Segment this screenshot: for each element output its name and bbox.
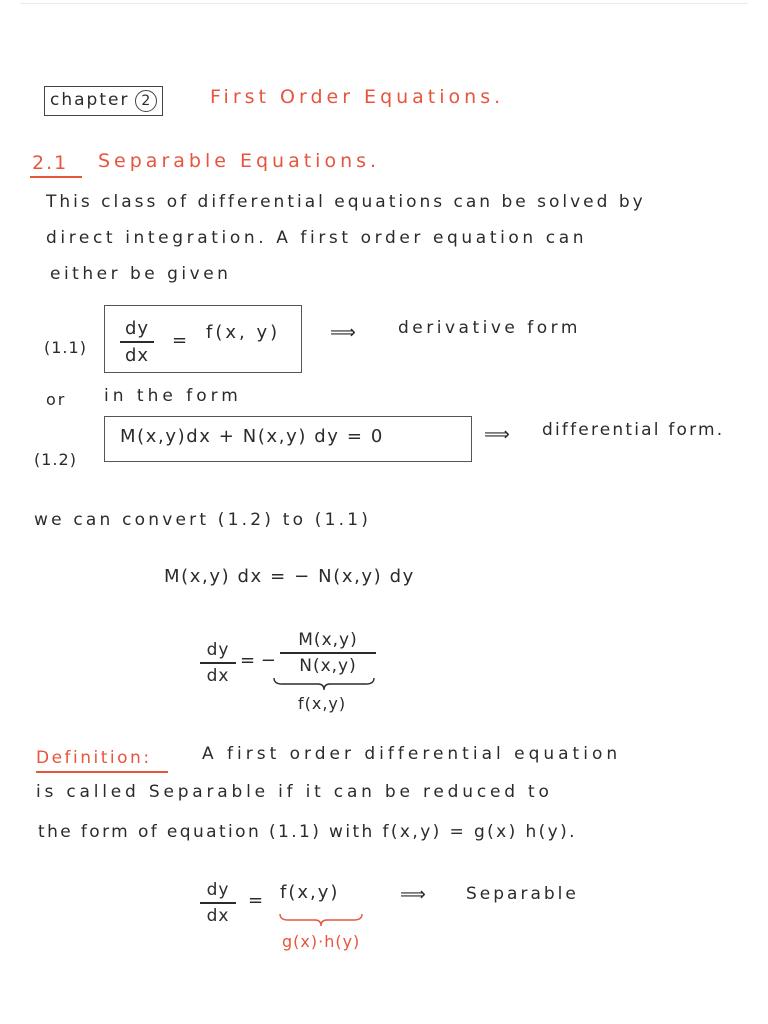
eq1-derivative [120,318,154,366]
convert-equals-minus: = − [240,650,276,671]
section-number-underline [30,176,82,178]
convert-frac-bar [280,652,376,654]
convert-dydx-bar [200,662,236,664]
eq2-note: differential form. [542,420,725,440]
convert-text: we can convert (1.2) to (1.1) [34,510,372,530]
convert-frac-den: N(x,y) [299,655,357,676]
separable-word: Separable [466,884,579,904]
eq2-tag: (1.2) [34,450,77,469]
eq1-rhs: f(x, y) [206,322,281,343]
convert-brace-label: f(x,y) [298,694,347,713]
section-title: Separable Equations. [98,150,381,172]
definition-underline [36,771,168,773]
intro-line-1: This class of differential equations can be solved by [46,192,646,212]
chapter-number: 2 [135,90,157,112]
separable-arrow: ⟹ [400,884,426,905]
definition-label: Definition: [36,748,152,768]
separable-dydx-bar [200,902,236,904]
eq1-denominator: dx [124,344,150,366]
separable-brace-label: g(x)·h(y) [282,932,361,951]
intro-line-2: direct integration. A first order equation can [46,228,588,248]
definition-line-1: A first order differential equation [202,744,622,764]
separable-dy: dy [206,880,230,900]
chapter-label: chapter [50,90,130,110]
eq1-arrow: ⟹ [330,322,356,343]
definition-line-2: is called Separable if it can be reduced to [36,782,553,802]
eq2-arrow: ⟹ [484,424,510,445]
separable-dydx [200,880,236,926]
convert-fraction [280,630,376,676]
eq1-numerator: dy [124,318,150,339]
separable-dx: dx [206,905,230,926]
convert-dx: dx [206,665,230,686]
eq1-fraction-bar [120,341,154,343]
separable-equals: = [248,890,266,911]
section-number: 2.1 [32,152,69,174]
convert-dy: dy [206,640,230,660]
page-top-edge [20,3,748,4]
separable-rhs: f(x,y) [280,882,340,903]
chapter-box [44,86,163,116]
convert-step-1: M(x,y) dx = − N(x,y) dy [164,566,415,587]
or-word: or [46,390,67,409]
chapter-title: First Order Equations. [210,86,505,108]
eq1-note: derivative form [398,318,581,338]
convert-dydx [200,640,236,686]
eq1-tag: (1.1) [44,338,87,357]
convert-underbrace [272,676,376,692]
eq1-equals: = [172,330,190,351]
separable-underbrace [278,912,364,928]
definition-line-3: the form of equation (1.1) with f(x,y) = g(x) h(y). [38,822,577,842]
convert-frac-num: M(x,y) [298,630,358,650]
intro-line-3: either be given [50,264,232,284]
or-text: in the form [104,386,242,406]
eq2-expression: M(x,y)dx + N(x,y) dy = 0 [120,426,384,447]
